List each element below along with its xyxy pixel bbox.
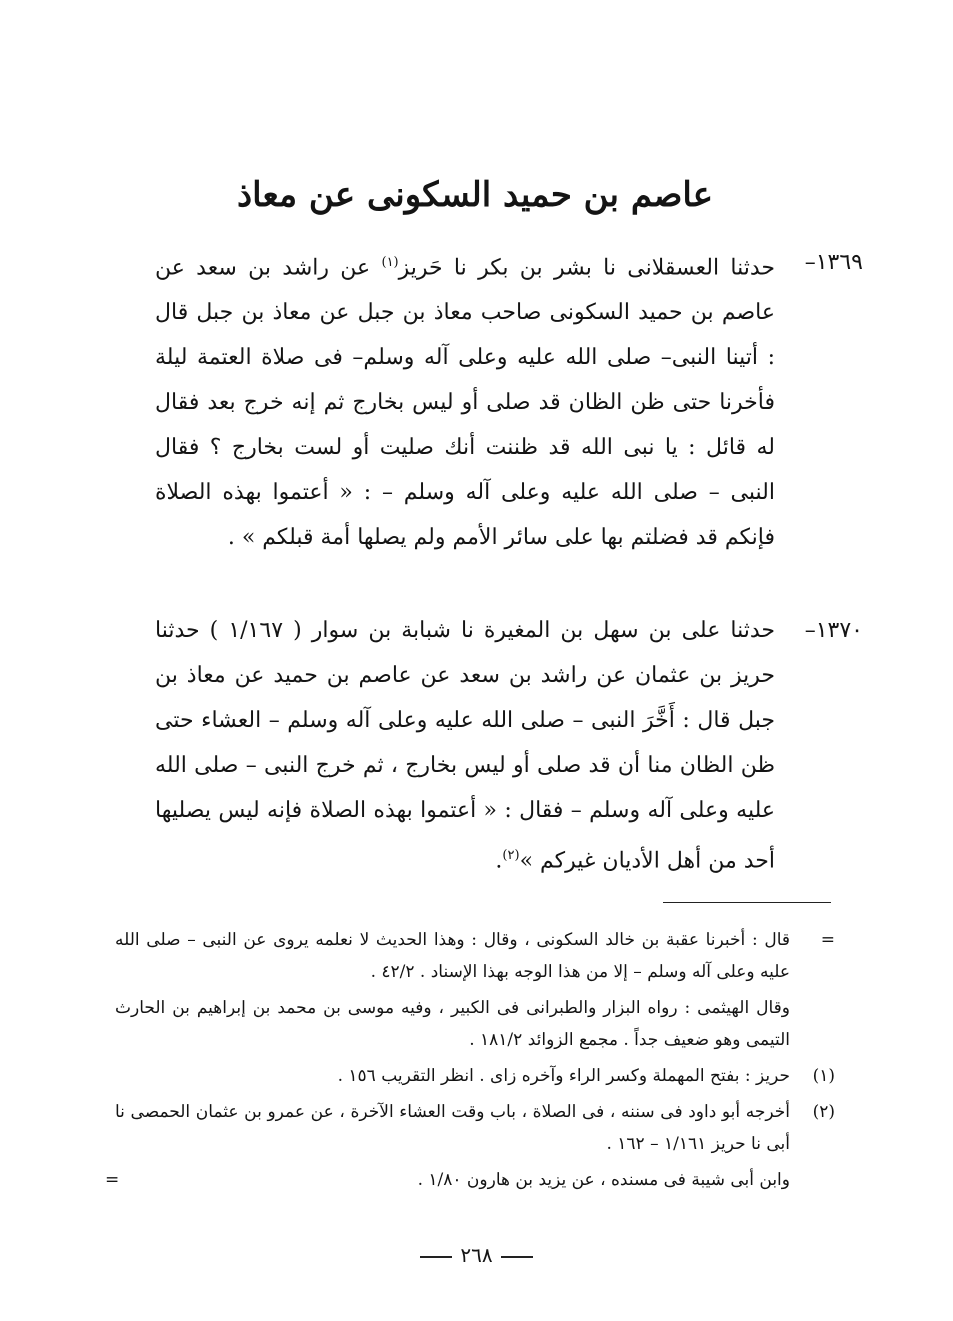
hadith-text-part: عن راشد بن سعد عن عاصم بن حميد السكونى صاحب معاذ بن جبل عن معاذ بن جبل قال : أتينا النبى– صلى الله عليه وعلى آله وسلم– فى صلاة العتمة ليلة فأخرنا حتى ظن الظان قد صلى أو ليس بخارج ثم إنه خرج بعد فقال له قائل : يا نبى الله قد ظننت أنك صليت أو لست بخارج ؟ فقال النبى – صلى الله عليه وعلى آله وسلم – : « أعتموا بهذه الصلاة فإنكم قد فضلتم بها على سائر الأمم ولم يصلها أمة قبلكم » . (155, 255, 775, 551)
hadith-text-part: . (495, 848, 503, 874)
hadith-text-part: حدثنا العسقلانى نا بشر بن بكر نا حَريز (398, 255, 775, 281)
footnote-text: حريز : بفتح المهملة وكسر الراء وآخره زاى . انظر التقريب ١٥٦ . (337, 1066, 790, 1086)
page-number-value: ٢٦٨ (460, 1243, 493, 1267)
hadith-1369 (153, 240, 863, 560)
footnote-text: أخرجه أبو داود فى سننه ، فى الصلاة ، باب وقت العشاء الآخرة ، عن عمرو بن عثمان الحمصى نا أبى نا حريز ١/١٦١ – ١٦٢ . (115, 1102, 790, 1154)
footnote-text: وقال الهيثمى : رواه البزار والطبرانى فى الكبير ، وفيه موسى بن محمد بن إبراهيم بن الحارث التيمى وهو ضعيف جداً . مجمع الزوائد ١٨١/٢ . (115, 998, 790, 1050)
footnote-reference: (١) (381, 255, 399, 270)
footnote (105, 1164, 835, 1196)
page-number (0, 1240, 953, 1270)
footnote (115, 1096, 835, 1160)
footnote (115, 992, 835, 1056)
continuation-mark: = (105, 1170, 120, 1190)
footnotes (105, 924, 835, 1200)
footnote (115, 1060, 835, 1092)
footnote-separator (663, 902, 831, 903)
hadith-text-part: حدثنا على بن سهل بن المغيرة نا شبابة بن سوار ( ١/١٦٧ ) حدثنا حريز بن عثمان عن راشد بن سعد عن عاصم بن حميد عن معاذ بن جبل قال : أَخَّرَ النبى – صلى الله عليه وعلى آله وسلم – العشاء حتى ظن الظان منا أن قد صلى أو ليس بخارج ، ثم خرج النبى – صلى الله عليه وعلى آله وسلم – فقال : « أعتموا بهذه الصلاة فإنه ليس يصليها أحد من أهل الأديان غيركم » (155, 618, 776, 874)
chapter-title: عاصم بن حميد السكونى عن معاذ (236, 175, 714, 215)
footnote-marker: = (820, 930, 835, 950)
footnote-marker: (١) (812, 1066, 835, 1086)
page-number-dash (420, 1256, 452, 1258)
footnote-text: وابن أبى شيبة فى مسنده ، عن يزيد بن هارون ١/٨٠ . (417, 1170, 790, 1190)
footnote-text: قال : أخبرنا عقبة بن خالد السكونى ، وقال : وهذا الحديث لا نعلمه يروى عن النبى – صلى الله عليه وعلى آله وسلم – إلا من هذا الوجه بهذا الإسناد . ٤٢/٢ . (115, 930, 790, 982)
hadith-text (155, 608, 775, 883)
hadith-number: ١٣٧٠– (804, 618, 863, 643)
footnote-reference: (٢) (502, 848, 520, 863)
hadith-number: ١٣٦٩– (804, 250, 863, 275)
hadith-text (155, 240, 775, 560)
hadith-1370 (153, 608, 863, 883)
footnote-marker: (٢) (812, 1102, 835, 1122)
footnote (115, 924, 835, 988)
page-number-dash (501, 1256, 533, 1258)
